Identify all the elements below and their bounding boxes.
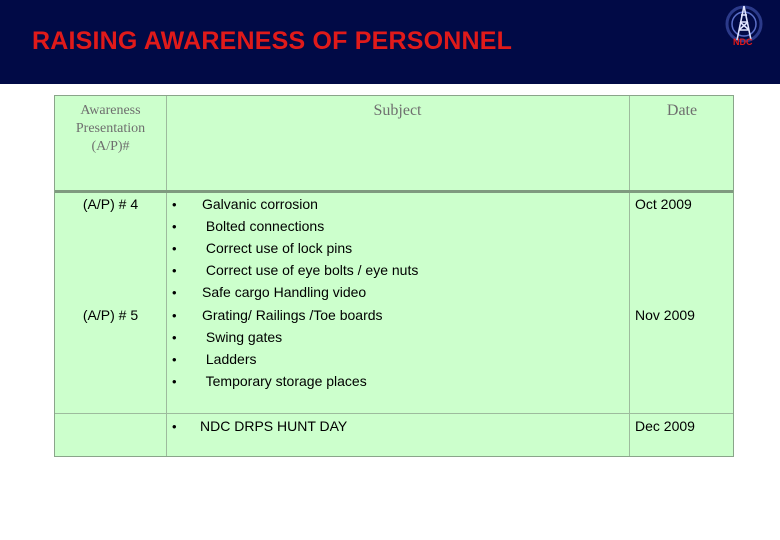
subject-text: NDC DRPS HUNT DAY [200, 418, 348, 434]
header-presentation-line: Presentation [75, 121, 146, 136]
bullet-icon: • [172, 374, 177, 389]
header-presentation-line: Awareness [80, 103, 141, 118]
header-presentation-line: (A/P)# [91, 139, 130, 154]
bullet-icon: • [172, 419, 177, 434]
column-divider [166, 96, 167, 456]
bullet-icon: • [172, 352, 177, 367]
slide-title: RAISING AWARENESS OF PERSONNEL [32, 27, 513, 55]
subject-text: Correct use of eye bolts / eye nuts [202, 262, 419, 278]
header-date: Date [666, 102, 698, 119]
column-divider [629, 96, 630, 456]
subject-text: Bolted connections [202, 218, 325, 234]
presentation-cell: (A/P) # 5 [82, 307, 139, 323]
bullet-icon: • [172, 219, 177, 234]
subject-text: Swing gates [202, 329, 283, 345]
subject-text: Correct use of lock pins [202, 240, 353, 256]
subject-text: Ladders [202, 351, 257, 367]
bullet-icon: • [172, 330, 177, 345]
awareness-table [54, 95, 734, 457]
header-subject: Subject [373, 102, 422, 119]
bullet-icon: • [172, 241, 177, 256]
subject-text: Temporary storage places [202, 373, 367, 389]
bullet-icon: • [172, 308, 177, 323]
bullet-icon: • [172, 285, 177, 300]
date-cell: Dec 2009 [635, 418, 695, 434]
header-presentation [55, 102, 166, 156]
row-divider [55, 413, 733, 414]
date-cell: Oct 2009 [635, 196, 692, 212]
subject-text: Galvanic corrosion [202, 196, 318, 212]
subject-text: Safe cargo Handling video [202, 284, 367, 300]
header-divider [55, 190, 733, 193]
logo-text: NDC [733, 37, 753, 47]
subject-text: Grating/ Railings /Toe boards [202, 307, 383, 323]
date-cell: Nov 2009 [635, 307, 695, 323]
bullet-icon: • [172, 263, 177, 278]
title-banner [0, 0, 780, 84]
presentation-cell: (A/P) # 4 [82, 196, 139, 212]
bullet-icon: • [172, 197, 177, 212]
